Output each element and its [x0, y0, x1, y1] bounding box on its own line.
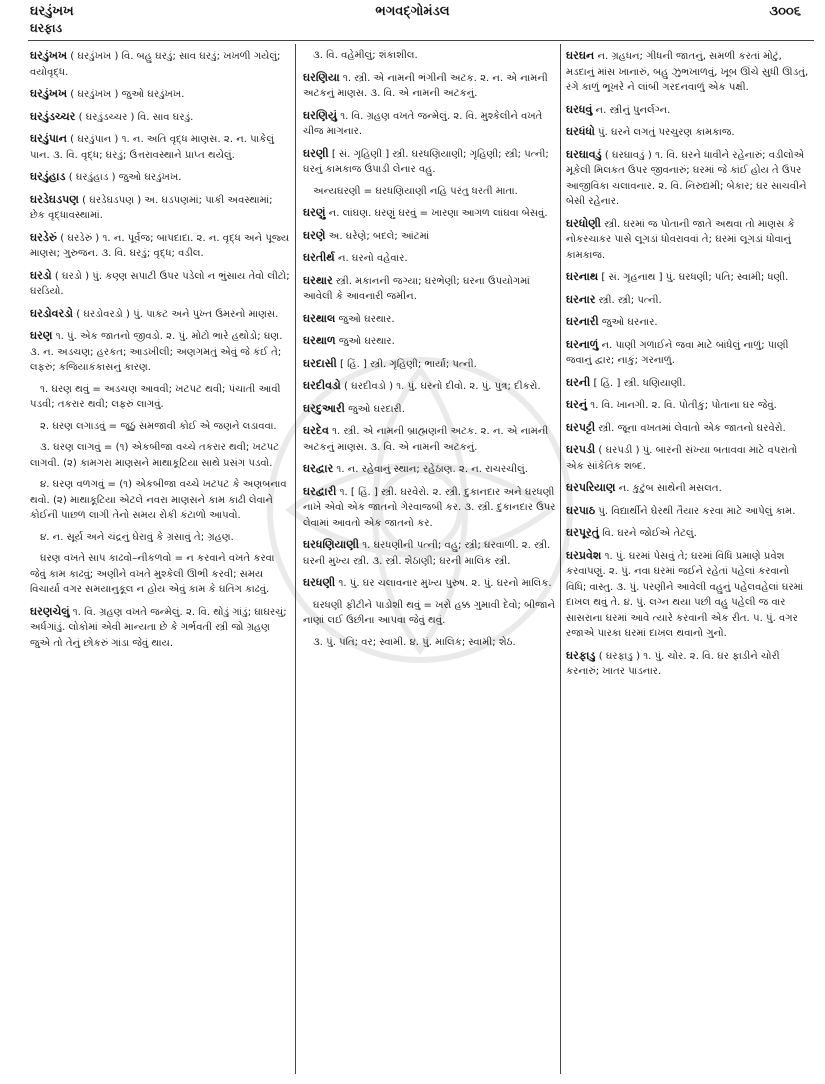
entry-definition: જુઓ ઘરનાર.: [601, 317, 658, 328]
dictionary-entry: [303, 184, 557, 200]
dictionary-entry: [303, 598, 557, 629]
dictionary-entry: [30, 440, 290, 471]
entry-definition: સ્ત્રી. જૂના વખતમાં લેવાતો એક જાતનો ઘરવેરો.: [598, 422, 786, 434]
dictionary-entry: [303, 484, 557, 532]
column-3: [566, 48, 812, 1078]
entry-headword: ઘરદ્વારી: [303, 484, 337, 498]
entry-headword: ઘરધોણી: [566, 216, 601, 230]
dictionary-entry: [566, 375, 812, 392]
dictionary-entry: [303, 108, 557, 140]
dictionary-entry: [303, 333, 557, 350]
dictionary-entry: [303, 356, 557, 373]
entry-headword: ઘરડુંહાડ: [30, 170, 66, 183]
entry-definition: સ્ત્રી. સ્ત્રી; પત્ની.: [598, 294, 662, 306]
entry-definition: ઘરણ વખતે સાપ કાઢવો–નીકળવો = ન કરવાને વખતે કરવા જેવું કામ કાઢવું; અણીને વખતે મુશ્કેલી ઊભી કરવી; સમય વિચાર્યા વગર સમયાનુકૂલ ન હોય એવું કામ કે ઘતિંગ કાઢવું.: [30, 553, 275, 595]
entry-definition: ( ઘરડેઘડપણ ) અ. ઘડપણમાં; પાકી અવસ્થામાં; છેક વૃદ્ધાવસ્થામાં.: [30, 194, 273, 221]
header-rule: [28, 40, 814, 41]
entry-definition: ન. ગ્રહધન; ગીધની જાતનું, સમળી કરતાં મોટું, મડદાનું માંસ ખાનારું, બહુ ઝુભખાળવું, ખૂબ ઊંચે સુધી ઊડતું, રંગે કાળું ભૂખરે ને લાંબી ગરદનવાળું એક પક્ષી.: [566, 51, 809, 93]
entry-headword: ઘરડુંખખ: [30, 49, 67, 62]
entry-definition: પું. ઘરને લગતું પરચુરણ કામકાજ.: [598, 127, 735, 138]
dictionary-entry: [566, 314, 812, 331]
entry-definition: અન્યઘરણી = ઘરધણિયાણી નહિ પરંતુ ધરતી માતા.: [313, 185, 518, 197]
dictionary-entry: [30, 551, 290, 598]
entry-definition: ( ઘરપડી ) પું. બારની સંખ્યા બતાવવા માટે વપરાતો એક સાંકેતિક શબ્દ.: [566, 445, 798, 472]
entry-headword: ઘરથાળ: [303, 334, 336, 347]
entry-headword: ઘરપડી: [566, 443, 596, 456]
entry-definition: ૧. પું. એક જાતનો જીવડો. ૨. પું. મોટો ભારે હથોડો; ઘણ. ૩. ન. અડચણ; હરકત; આડખીલી; અણગમતું એવું જે કંઈ તે; લફરું; કજિયાકંકાસનું કારણ.: [30, 331, 283, 373]
dictionary-entry: [303, 250, 557, 267]
entry-headword: ઘરનાળું: [566, 337, 599, 351]
entry-definition: સ્ત્રી. મકાનની જગ્યા; ઘરભેણી; ઘરના ઉપયોગમાં આવેલી કે આવનારી જમીન.: [303, 275, 530, 302]
entry-headword: ઘરડુંડચ્ચર: [30, 109, 76, 123]
entry-headword: ઘરદેવ: [303, 424, 329, 437]
dictionary-entry: [303, 423, 557, 455]
dictionary-entry: [566, 269, 812, 286]
entry-headword: ઘરણિયા: [303, 70, 340, 84]
entry-headword: ઘરડુંખખ: [30, 87, 67, 100]
entry-headword: ઘરથાલ: [303, 311, 336, 325]
column-2: [303, 48, 557, 1078]
entry-definition: ઘરધણી ફીટીને પાડોશી થવું = ખરો હક્ક ગુમાવી દેવો; બીજાને નાણાં લઈ ઉછીના આપવા જેવું થવું.: [303, 599, 556, 626]
entry-headword: ઘરનું: [566, 398, 588, 411]
entry-definition: ન. સ્ત્રીનું પુનર્લગ્ન.: [595, 104, 671, 116]
entry-definition: ૩. ઘરણ લાગવું = (૧) એકબીજા વચ્ચે તકરાર થવી; ખટપટ લાગવી. (૨) કામગરા માણસને માથાકૂટિયા સાથે પ્રસંગ પડવો.: [30, 442, 280, 469]
dictionary-entry: [30, 131, 290, 163]
entry-headword: ઘરથાર: [303, 273, 333, 287]
entry-definition: ૧. સ્ત્રી. એ નામની બ્રાહ્મણની અટક. ૨. ન. એ નામની અટકનું માણસ. ૩. વિ. એ નામની અટકનું.: [303, 426, 549, 453]
header-first-word: ઘરડુંખખ: [30, 4, 74, 19]
entry-headword: ઘરધણિયાણી: [303, 538, 359, 551]
dictionary-entry: [566, 548, 812, 642]
dictionary-entry: [566, 480, 812, 497]
dictionary-entry: [566, 648, 812, 680]
entry-definition: ( ઘરડેરું ) ૧. ન. પૂર્વજ; બાપદાદા. ૨. ન. વૃદ્ધ અને પૂજ્ય માણસ; ગુરુજન. ૩. વિ. ઘરડું; વૃદ્ધ; વડીલ.: [30, 232, 290, 259]
entry-headword: ઘરદાસી: [303, 356, 337, 370]
entry-headword: ઘરપાઠ: [566, 503, 596, 517]
entry-headword: ઘરફાડુ: [566, 648, 596, 662]
entry-definition: ( ઘરઘાવડું ) ૧. વિ. ઘરને ધાવીને રહેનારું; વડીલોએ મૂકેલી મિલકત ઉપર જીવનારું; ઘરમાં જે કાંઈ હોય તે ઉપર આજીવિકા ચલાવનાર. ૨. વિ. નિરુદ્યમી; બેકાર; ઘર સાચવીને બેસી રહેનાર.: [566, 149, 807, 207]
entry-headword: ઘરઘાવડું: [566, 147, 602, 161]
dictionary-entry: [30, 328, 290, 376]
entry-definition: વિ. ઘરને જોઈએ તેટલું.: [602, 528, 697, 539]
dictionary-entry: [566, 420, 812, 437]
entry-definition: ૪. ન. સૂર્ય અને ચંદ્રનું ઘેરાવું કે ગ્રસાવું તે; ગ્રહણ.: [40, 531, 234, 543]
entry-headword: ઘરની: [566, 375, 591, 389]
entry-headword: ઘરણિયું: [303, 108, 337, 122]
dictionary-entry: [566, 503, 812, 520]
entry-headword: ઘરણચેલું: [30, 604, 70, 618]
entry-definition: ૨. ઘરણ લગાડવું = જૂઠું સમજાવી કોઈ એ જણને લડાવવા.: [40, 420, 277, 432]
entry-headword: ઘરણું: [303, 206, 326, 219]
dictionary-entry: [303, 146, 557, 178]
entry-definition: પું. વિદ્યાર્થીને ઘેરથી તૈયાર કરવા માટે આપેલું કામ.: [598, 505, 796, 517]
entry-definition: ૧. સ્ત્રી. એ નામની ભંગીની અટક. ૨. ન. એ નામની અટકનું માણસ. ૩. વિ. એ નામની અટકનું.: [303, 72, 548, 99]
entry-headword: ઘરપટ્ટી: [566, 420, 596, 434]
dictionary-entry: [30, 230, 290, 262]
dictionary-entry: [303, 401, 557, 418]
entry-definition: જુઓ ઘરથાર.: [338, 336, 395, 347]
entry-headword: ઘરદ્વાર: [303, 462, 334, 475]
dictionary-entry: [30, 530, 290, 546]
entry-headword: ઘરનાથ: [566, 270, 599, 283]
dictionary-entry: [566, 397, 812, 414]
page-number: ૩૦૦૬: [769, 4, 801, 19]
entry-definition: ( ઘરડુંપાન ) ૧. ન. અતિ વૃદ્ધ માણસ. ૨. ન. પાકેલું પાન. ૩. વિ. વૃદ્ધ; ઘરડું; ઉત્તરાવસ્થાને પ્રાપ્ત થયેલું.: [30, 134, 274, 161]
dictionary-entry: [566, 337, 812, 369]
entry-definition: સ્ત્રી. ઘરમાં જ પોતાની જાતે અથવા તો માણસ કે નોકરચાકર પાસે લૂગડાં ધોવરાવવાં તે; ઘરમાં લૂગડાં ધોવાનું કામકાજ.: [566, 218, 795, 261]
entry-definition: ૧. ઘરણ થવું = અડચણ આવવી; ખટપટ થવી; પંચાતી આવી પડવી; તકરાર થવી; લફરું લાગવું.: [30, 383, 281, 410]
entry-definition: ( ઘરડુંડચ્ચર ) વિ. સાવ ઘરડું.: [78, 111, 194, 123]
dictionary-entry: [566, 102, 812, 119]
dictionary-entry: [303, 461, 557, 478]
entry-headword: ઘરદુઆરી: [303, 401, 345, 415]
entry-headword: ઘરદીવડો: [303, 379, 341, 392]
entry-headword: ઘરનાર: [566, 292, 596, 306]
dictionary-entry: [30, 86, 290, 103]
entry-definition: ( ઘરડોવરડો ) પું. પાકટ અને પુખ્ત ઉમરનો માણસ.: [76, 308, 279, 320]
entry-headword: ઘરતીર્થ: [303, 251, 335, 264]
entry-headword: ઘરનારી: [566, 315, 599, 328]
dictionary-entry: [303, 205, 557, 222]
dictionary-entry: [30, 109, 290, 126]
dictionary-entry: [303, 537, 557, 569]
dictionary-entry: [30, 192, 290, 224]
entry-headword: ઘરઘન: [566, 49, 595, 62]
dictionary-entry: [566, 124, 812, 141]
entry-headword: ઘરધવું: [566, 102, 593, 116]
dictionary-entry: [30, 48, 290, 80]
dictionary-entry: [30, 268, 290, 300]
entry-definition: [ સં. ગૃહનાથ ] પું. ઘરધણી; પતિ; સ્વામી; ધણી.: [601, 272, 789, 283]
dictionary-entry: [30, 306, 290, 323]
entry-definition: ૩. વિ. વહેમીલું; શંકાશીલ.: [313, 50, 418, 61]
dictionary-entry: [566, 48, 812, 96]
entry-headword: ઘરણે: [303, 228, 326, 242]
entry-definition: ન. પાણી ગળાઈને જવા માટે બાંધેલું નાળું; પાણી જવાનું દ્વાર; નાકું; ગરનાળું.: [566, 339, 789, 366]
entry-definition: ( ઘરફાડુ ) ૧. પું. ચોર. ૨. વિ. ઘર ફાડીને ચોરી કરનારું; ખાતર પાડનાર.: [566, 650, 780, 677]
dictionary-entry: [566, 216, 812, 264]
dictionary-entry: [566, 442, 812, 474]
dictionary-entry: [30, 419, 290, 435]
entry-headword: ઘરપરિયાણ: [566, 481, 616, 494]
dictionary-entry: [30, 382, 290, 413]
dictionary-entry: [566, 147, 812, 210]
entry-definition: [ હિં. ] સ્ત્રી. ધણિયાણી.: [593, 377, 686, 389]
dictionary-entry: [30, 169, 290, 186]
entry-definition: ૧. [ હિં. ] સ્ત્રી. ઘરવેરો. ૨. સ્ત્રી. દુકાનદાર અને ઘરધણી નાખે એવો એક જાતનો ગેરવાજબી કર. ૩. સ્ત્રી. દુકાનદાર ઉપર લેવામાં આવતો એક જાતનો કર.: [303, 486, 556, 529]
entry-definition: જુઓ ઘરદારી.: [348, 403, 405, 415]
entry-definition: ( ઘરડુંખખ ) વિ. બહુ ઘરડું; સાવ ઘરડું; ખખળી ગયેલું; વયોવૃદ્ધ.: [30, 51, 281, 78]
dictionary-entry: [303, 378, 557, 395]
entry-definition: ૧. ન. રહેવાનું સ્થાન; રહેઠાણ. ૨. ન. રાચરચીલું.: [336, 464, 528, 475]
entry-headword: ઘરધણી: [303, 576, 336, 589]
header-title: ભગવદ્ગોમંડલ: [375, 4, 450, 19]
entry-headword: ઘરડુંપાન: [30, 132, 67, 145]
entry-definition: [ સં. ગૃહિણી ] સ્ત્રી. ઘરધણિયાણી; ગૃહિણી; સ્ત્રી; પત્ની; ઘરનું કામકાજ ઉપાડી લેનાર વહુ.: [303, 148, 549, 175]
entry-definition: ન. ઘરનો વહેવાર.: [337, 253, 408, 264]
entry-definition: ( ઘરડો ) પું. કણ્ણ સપાટી ઉપર પડેલો ન ભુંસાય તેવો લીટો; ઘરડિયો.: [30, 270, 290, 297]
entry-definition: ( ઘરદીવડો ) ૧. પું. ઘરનો દીવો. ૨. પું. પુત્ર; દીકરો.: [344, 381, 541, 392]
dictionary-entry: [303, 635, 557, 651]
entry-definition: ૧. પું. ઘર ચલાવનાર મુખ્ય પુરુષ. ૨. પું. ઘરનો માલિક.: [338, 578, 552, 589]
dictionary-entry: [303, 575, 557, 592]
entry-definition: ન. કુટુંબ સાથેની મસલત.: [618, 483, 722, 494]
dictionary-entry: [303, 273, 557, 305]
entry-definition: ૧. ઘરધણીની પત્ની; વહુ; સ્ત્રી; ઘરવાળી. ૨. સ્ત્રી. ઘરની મુખ્ય સ્ત્રી. ૩. સ્ત્રી. શેઠાણી; ઘરની માલિક સ્ત્રી.: [303, 540, 551, 567]
entry-definition: ( ઘરડુંહાડ ) જુઓ ઘરડુંખખ.: [68, 172, 182, 183]
dictionary-entry: [30, 604, 290, 652]
entry-definition: અ. ઘરેણે; બદલે; આંટમાં: [328, 230, 430, 242]
entry-headword: ઘરધંધો: [566, 125, 595, 138]
dictionary-entry: [303, 228, 557, 245]
column-1: [30, 48, 290, 1078]
entry-headword: ઘરડેઘડપણ: [30, 192, 79, 206]
entry-headword: ઘરડેરું: [30, 230, 57, 244]
entry-definition: ૪. ઘરણ વળગવું = (૧) એકબીજા વચ્ચે ખટપટ કે અણબનાવ થવો. (૨) માથાકૂટિયા એટલે નવરા માણસને કામ કાઢી લેવાને કોઈની પાછળ લાગી તેનો સમય રોકી કંટાળો આપવો.: [30, 479, 287, 521]
entry-headword: ઘરપ્રવેશ: [566, 548, 602, 562]
entry-headword: ઘરણી: [303, 146, 329, 160]
entry-headword: ઘરણ: [30, 329, 53, 342]
entry-headword: ઘરપૂરતું: [566, 526, 599, 539]
entry-definition: ૧. વિ. ગ્રહણ વખતે જન્મેલું. ૨. વિ. મુશ્કેલીને વખતે ચીજ માગનાર.: [303, 110, 543, 137]
entry-definition: ૧. વિ. ગ્રહણ વખતે જન્મેલું. ૨. વિ. થોડું ગાંડું; ઘાઘરચું; અર્ધગાંડું. લોકોમાં એવી માન્યતા છે કે ગર્ભવતી સ્ત્રી જો ગ્રહણ જુએ તો તેનું છોકરું ગાંડા જેવું થાય.: [30, 606, 287, 649]
entry-definition: ૩. પું. પતિ; વર; સ્વામી. ૪. પું. માલિક; સ્વામી; શેઠ.: [313, 636, 516, 648]
dictionary-entry: [303, 70, 557, 102]
header-second-word: ઘરફાડ: [30, 21, 63, 35]
entry-definition: ન. લાંઘણ. ઘરણું ઘરવું = ખારણા આગળ લાંઘવા બેસવું.: [328, 208, 548, 219]
entry-definition: ૧. પું. ઘરમાં પેસવું તે; ઘરમાં વિધિ પ્રમાણે પ્રવેશ કરવાપણું. ૨. પું. નવા ઘરમાં જઈને રહેતાં પહેલાં કરવાનો વિધિ; વાસ્તુ. ૩. પું. પરણીને આવેલી વહુનું પહેલવહેલાં ઘરમાં દાખલ થવું તે. ૪. પું. લગ્ન થયા પછી વહુ પહેલી જ વાર સાસરાના ઘરમાં આવે ત્યારે કરવાની એક રીત. ૫. પું. વગર રજાએ પારકા ઘરમાં દાખલ થવાનો ગુનો.: [566, 550, 804, 639]
entry-definition: જુઓ ઘરથાર.: [338, 313, 395, 325]
entry-headword: ઘરડો: [30, 268, 52, 282]
dictionary-entry: [566, 292, 812, 309]
dictionary-entry: [303, 48, 557, 64]
dictionary-entry: [566, 525, 812, 542]
column-divider-1: [295, 44, 296, 1074]
entry-definition: ૧. વિ. ખાનગી. ૨. વિ. પોતીકું; પોતાના ઘર જેવું.: [590, 400, 777, 411]
column-divider-2: [560, 44, 561, 1074]
dictionary-entry: [303, 311, 557, 328]
entry-definition: ( ઘરડુંખખ ) જુઓ ઘરડુંખખ.: [70, 89, 185, 100]
entry-headword: ઘરડોવરડો: [30, 306, 73, 320]
entry-definition: [ હિં. ] સ્ત્રી. ગૃહિણી; ભાર્યા; પત્ની.: [340, 358, 477, 370]
dictionary-entry: [30, 477, 290, 524]
